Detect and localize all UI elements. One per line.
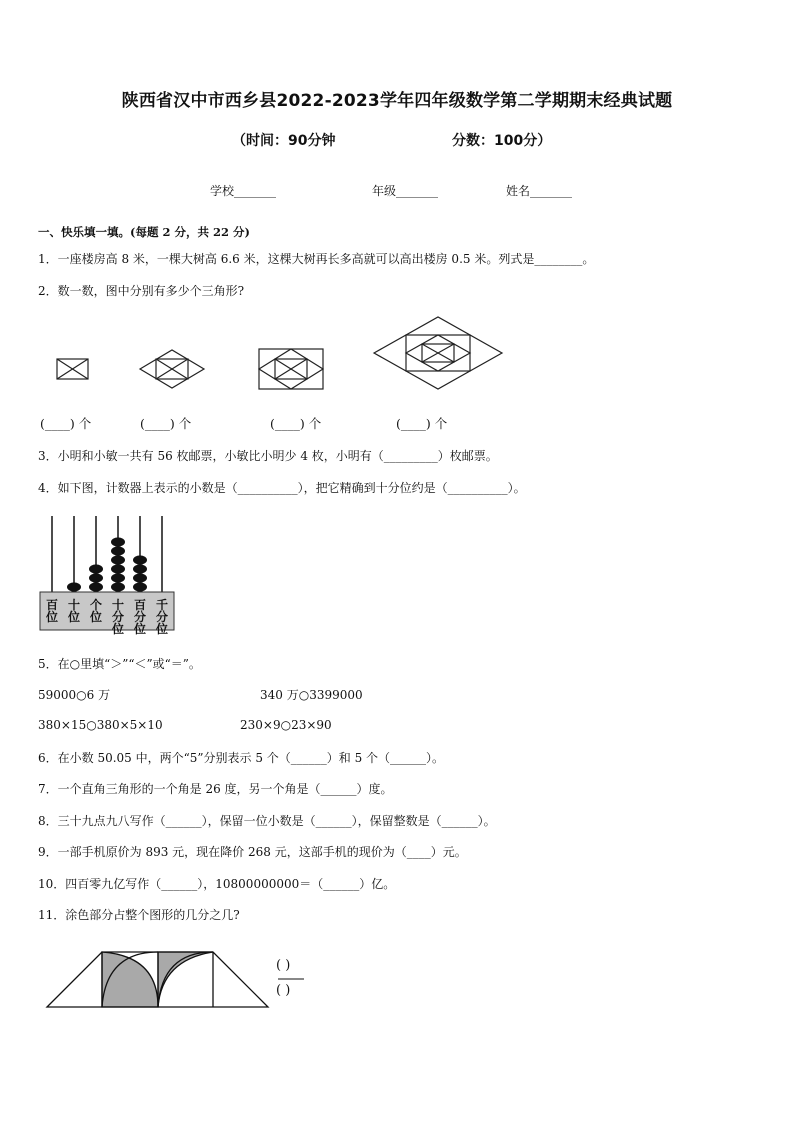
question-1: 1．一座楼房高 8 米，一棵大树高 6.6 米，这棵大树再长多高就可以高出楼房 0.5 米。列式是________。 — [38, 252, 595, 266]
page-title: 陕西省汉中市西乡县2022-2023学年四年级数学第二学期期末经典试题 — [121, 91, 673, 111]
question-5: 5．在○里填“＞”“＜”或“＝”。 — [38, 657, 201, 671]
question-11: 11．涂色部分占整个图形的几分之几? — [38, 908, 240, 922]
abacus-label: 千 — [155, 598, 169, 612]
abacus-label: 百 — [45, 598, 59, 612]
question-4: 4．如下图，计数器上表示的小数是（__________），把它精确到十分位约是（__________）。 — [38, 481, 526, 495]
abacus-label: 位 — [111, 622, 125, 636]
abacus-label: 位 — [45, 610, 59, 624]
q5-item-2[interactable]: 340 万○3399000 — [260, 688, 363, 702]
question-2: 2．数一数，图中分别有多少个三角形? — [38, 284, 245, 298]
abacus-label: 位 — [89, 610, 103, 624]
q2-answer-4[interactable]: (____) 个 — [396, 416, 448, 431]
abacus-label: 位 — [155, 622, 169, 636]
fraction-denominator[interactable]: ( ) — [276, 983, 291, 998]
abacus-label: 位 — [133, 622, 147, 636]
abacus-label: 分 — [111, 610, 125, 624]
fraction-numerator[interactable]: ( ) — [276, 958, 291, 973]
grade-field[interactable]: 年级_______ — [372, 184, 439, 198]
question-3: 3．小明和小敏一共有 56 枚邮票，小敏比小明少 4 枚，小明有（_________）枚邮票。 — [38, 449, 498, 463]
name-field[interactable]: 姓名_______ — [506, 184, 573, 198]
abacus-label: 分 — [133, 610, 147, 624]
abacus-label: 十 — [67, 598, 81, 612]
q5-item-4[interactable]: 230×9○23×90 — [240, 718, 332, 732]
q5-item-3[interactable]: 380×15○380×5×10 — [38, 718, 163, 732]
section-heading: 一、快乐填一填。(每题 2 分，共 22 分) — [38, 225, 250, 239]
q2-answer-3[interactable]: (____) 个 — [270, 416, 322, 431]
question-7: 7．一个直角三角形的一个角是 26 度，另一个角是（______）度。 — [38, 782, 393, 796]
question-8: 8．三十九点九八写作（______），保留一位小数是（______），保留整数是（______）。 — [38, 814, 496, 828]
q2-answer-2[interactable]: (____) 个 — [140, 416, 192, 431]
q5-item-1[interactable]: 59000○6 万 — [38, 688, 111, 702]
abacus-label: 分 — [155, 610, 169, 624]
abacus-label: 位 — [67, 610, 81, 624]
time-limit: （时间：90分钟 — [232, 133, 336, 149]
question-6: 6．在小数 50.05 中，两个“5”分别表示 5 个（______）和 5 个（______）。 — [38, 751, 445, 765]
q2-answer-1[interactable]: (____) 个 — [40, 416, 92, 431]
question-10: 10．四百零九亿写作（______），10800000000＝（______）亿。 — [38, 877, 396, 891]
abacus-label: 个 — [89, 598, 103, 612]
abacus-label: 百 — [133, 598, 147, 612]
abacus-label: 十 — [111, 598, 125, 612]
question-9: 9．一部手机原价为 893 元，现在降价 268 元，这部手机的现价为（____）元。 — [38, 845, 467, 859]
total-score: 分数：100分） — [452, 133, 552, 149]
school-field[interactable]: 学校_______ — [210, 184, 277, 198]
